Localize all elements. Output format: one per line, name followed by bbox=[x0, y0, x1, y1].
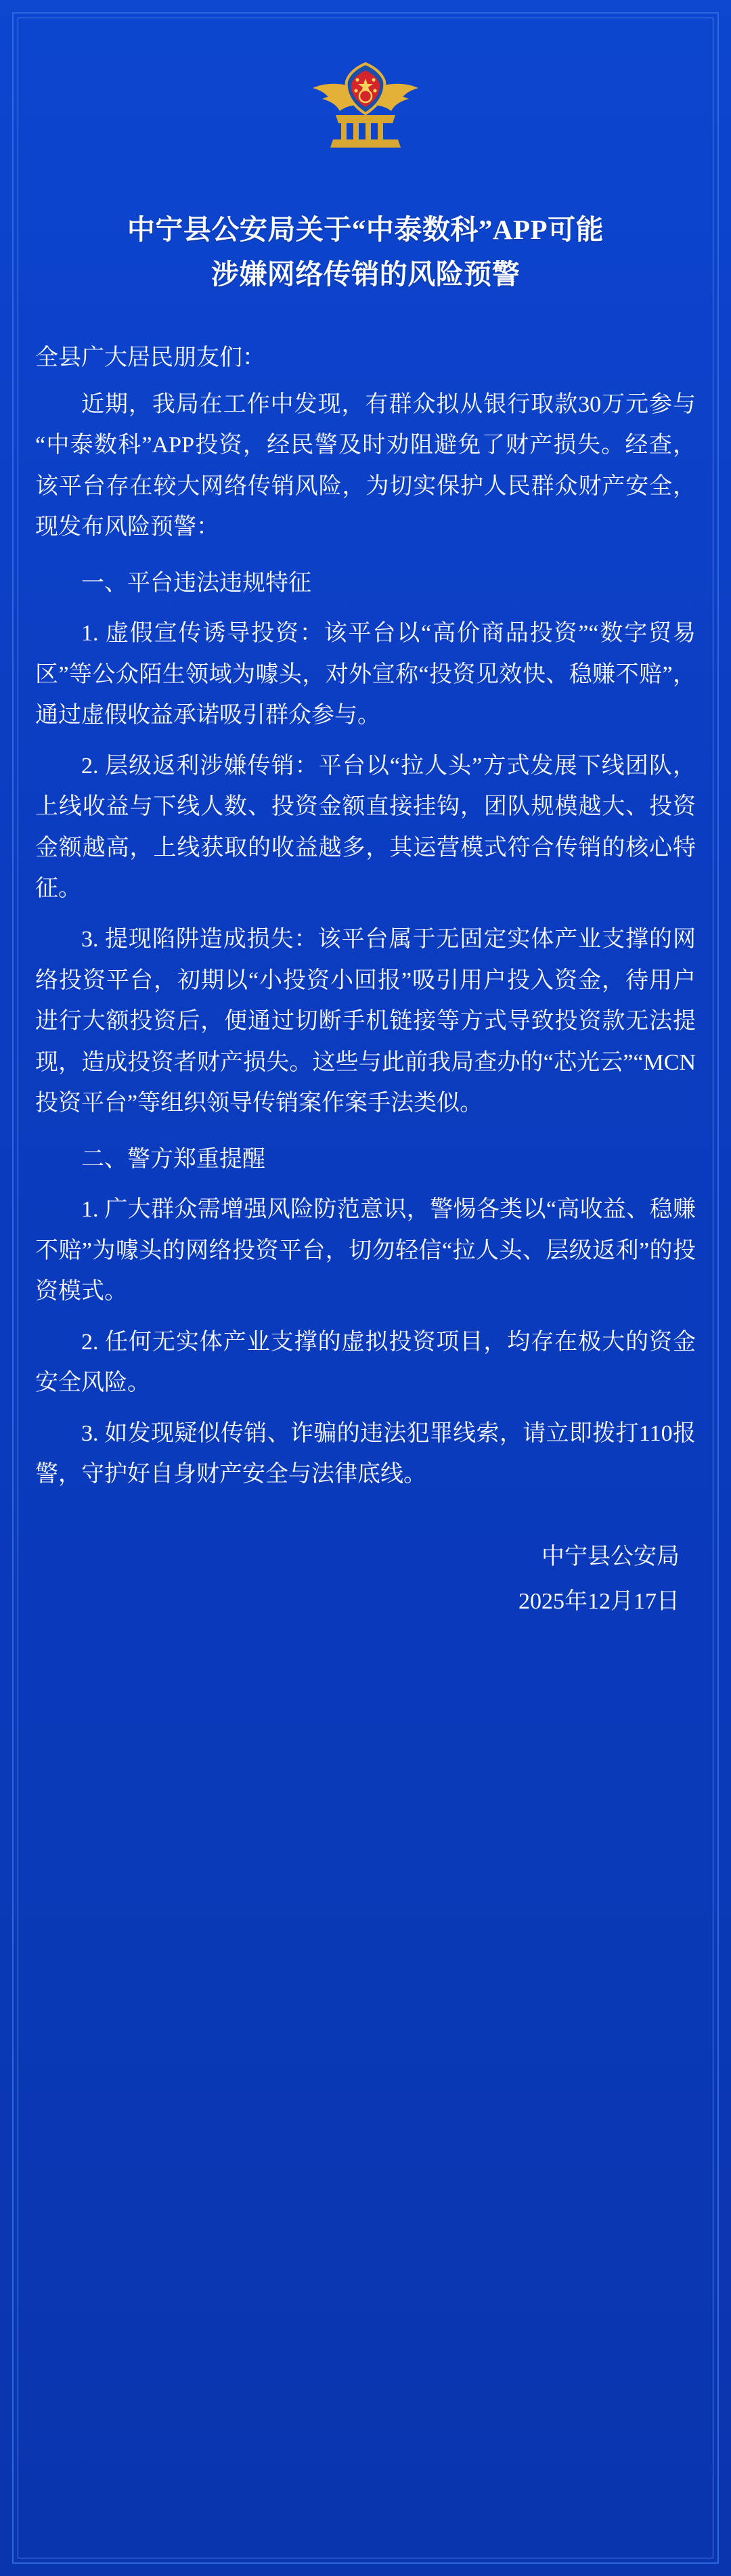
paragraph-item-2-2: 2. 任何无实体产业支撑的虚拟投资项目，均存在极大的资金安全风险。 bbox=[35, 1329, 696, 1396]
paragraph-item-1-1: 1. 虚假宣传诱导投资：该平台以“高价商品投资”“数字贸易区”等公众陌生领域为噱头，对外宣称“投资见效快、稳赚不赔”，通过虚假收益承诺吸引群众参与。 bbox=[35, 621, 696, 728]
paragraph-item-2-1: 1. 广大群众需增强风险防范意识，警惕各类以“高收益、稳赚不赔”为噱头的网络投资平台，切勿轻信“拉人头、层级返利”的投资模式。 bbox=[35, 1197, 696, 1305]
section-heading-2: 二、警方郑重提醒 bbox=[81, 1146, 265, 1172]
signature-date: 2025年12月17日 bbox=[518, 1589, 680, 1615]
signature-organization: 中宁县公安局 bbox=[541, 1544, 680, 1569]
paragraph-item-1-2: 2. 层级返利涉嫌传销：平台以“拉人头”方式发展下线团队，上线收益与下线人数、投资金额直接挂钩，团队规模越大、投资金额越高，上线获取的收益越多，其运营模式符合传销的核心特征。 bbox=[35, 753, 696, 902]
signature-block bbox=[35, 1537, 696, 1622]
paragraph-item-1-3: 3. 提现陷阱造成损失：该平台属于无固定实体产业支撑的网络投资平台，初期以“小投资小回报”吸引用户投入资金，待用户进行大额投资后，便通过切断手机链接等方式导致投资款无法提现，造成投资者财产损失。这些与此前我局查办的“芯光云”“MCN投资平台”等组织领导传销案作案手法类似。 bbox=[35, 927, 696, 1116]
paragraph-intro: 近期，我局在工作中发现，有群众拟从银行取款30万元参与“中泰数科”APP投资，经民警及时劝阻避免了财产损失。经查，该平台存在较大网络传销风险，为切实保护人民群众财产安全，现发布风险预警： bbox=[35, 391, 696, 540]
emblem-container bbox=[35, 0, 696, 161]
section-heading-1: 一、平台违法违规特征 bbox=[81, 570, 311, 596]
title-line-2: 涉嫌网络传销的风险预警 bbox=[211, 259, 520, 290]
paragraph-item-2-3: 3. 如发现疑似传销、诈骗的违法犯罪线索，请立即拨打110报警，守护好自身财产安全与法律底线。 bbox=[35, 1420, 696, 1487]
bottom-spacer bbox=[35, 1622, 696, 1669]
document-title bbox=[35, 207, 696, 297]
salutation: 全县广大居民朋友们： bbox=[35, 345, 265, 370]
china-police-emblem-icon bbox=[298, 53, 433, 161]
title-line-1: 中宁县公安局关于“中泰数科”APP可能 bbox=[127, 214, 604, 245]
